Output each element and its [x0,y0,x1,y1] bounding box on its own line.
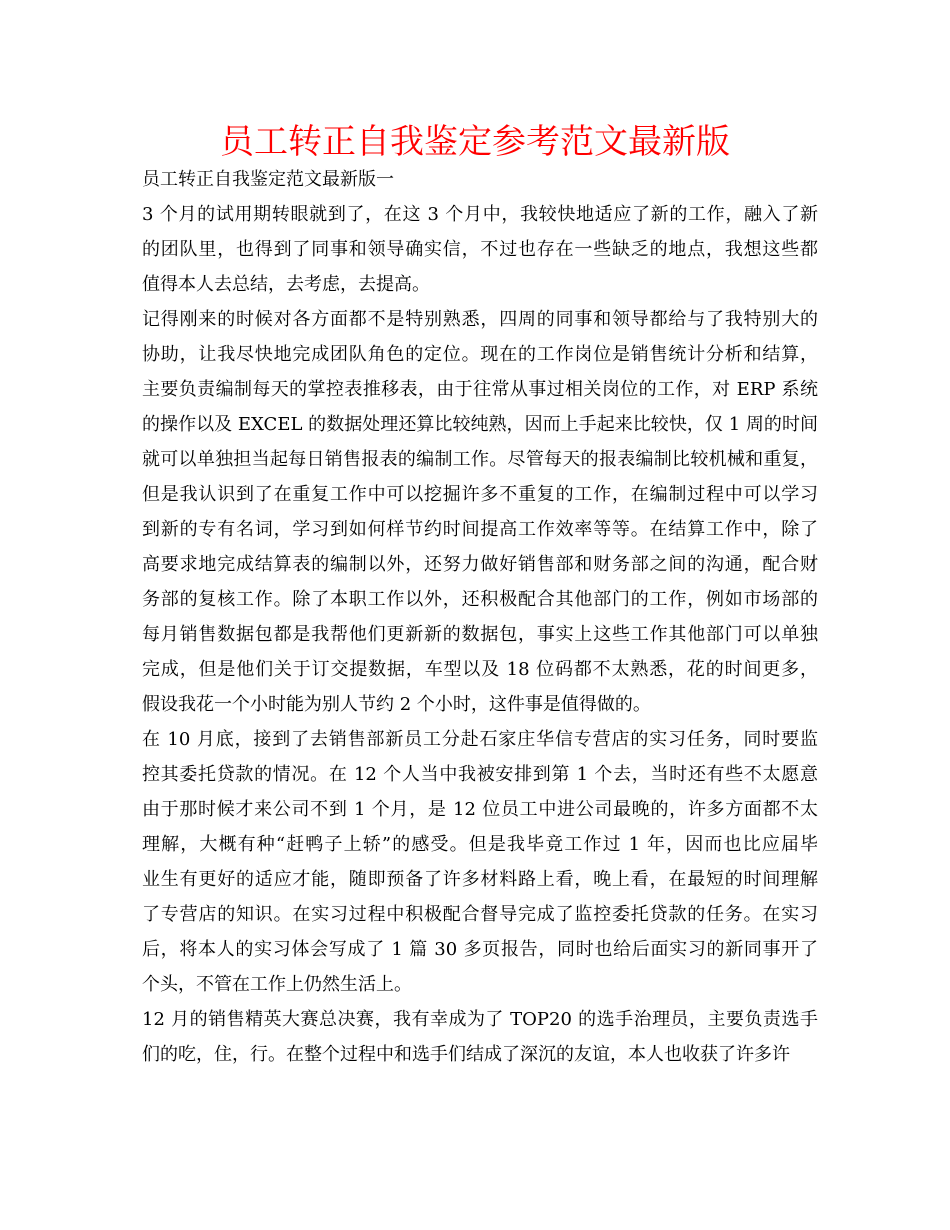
text-line: 的团队里，也得到了同事和领导确实信，不过也存在一些缺乏的地点，我想这些都 [142,239,818,260]
paragraph [142,722,818,1002]
text-line: 完成，但是他们关于订交提数据，车型以及 18 位码都不太熟悉，花的时间更多， [142,659,818,680]
text-line: 值得本人去总结，去考虑，去提高。 [142,274,430,295]
text-line: 务部的复核工作。除了本职工作以外，还积极配合其他部门的工作，例如市场部的 [142,589,818,610]
text-line: 由于那时候才来公司不到 1 个月，是 12 位员工中进公司最晚的，许多方面都不太 [142,799,818,820]
paragraph [142,1002,818,1072]
text-line: 的操作以及 EXCEL 的数据处理还算比较纯熟，因而上手起来比较快，仅 1 周的时间 [142,414,818,435]
text-line: 主要负责编制每天的掌控表推移表，由于往常从事过相关岗位的工作，对 ERP 系统 [142,379,818,400]
text-line: 到新的专有名词，学习到如何样节约时间提高工作效率等等。在结算工作中，除了 [142,519,818,540]
text-line: 在 10 月底，接到了去销售部新员工分赴石家庄华信专营店的实习任务，同时要监 [142,729,818,750]
text-line: 每月销售数据包都是我帮他们更新新的数据包，事实上这些工作其他部门可以单独 [142,624,818,645]
paragraph [142,197,818,302]
text-line: 员工转正自我鉴定范文最新版一 [142,169,394,190]
text-line: 了专营店的知识。在实习过程中积极配合督导完成了监控委托贷款的任务。在实习 [142,904,818,925]
text-line: 12 月的销售精英大赛总决赛，我有幸成为了 TOP20 的选手治理员，主要负责选手 [142,1009,818,1030]
text-line: 个头，不管在工作上仍然生活上。 [142,974,412,995]
text-line: 协助，让我尽快地完成团队角色的定位。现在的工作岗位是销售统计分析和结算， [142,344,818,365]
document-title: 员工转正自我鉴定参考范文最新版 [220,122,730,162]
text-line: 们的吃，住，行。在整个过程中和选手们结成了深沉的友谊，本人也收获了许多许 [142,1044,790,1065]
text-line: 就可以单独担当起每日销售报表的编制工作。尽管每天的报表编制比较机械和重复， [142,449,818,470]
text-line: 记得刚来的时候对各方面都不是特别熟悉，四周的同事和领导都给与了我特别大的 [142,309,818,330]
text-line: 高要求地完成结算表的编制以外，还努力做好销售部和财务部之间的沟通，配合财 [142,554,818,575]
text-line: 控其委托贷款的情况。在 12 个人当中我被安排到第 1 个去，当时还有些不太愿意 [142,764,818,785]
paragraph [142,162,818,197]
paragraph [142,302,818,722]
text-line: 3 个月的试用期转眼就到了，在这 3 个月中，我较快地适应了新的工作，融入了新 [142,204,818,225]
text-line: 理解，大概有种“赶鸭子上轿”的感受。但是我毕竟工作过 1 年，因而也比应届毕 [142,834,818,855]
text-line: 但是我认识到了在重复工作中可以挖掘许多不重复的工作，在编制过程中可以学习 [142,484,818,505]
text-line: 业生有更好的适应才能，随即预备了许多材料路上看，晚上看，在最短的时间理解 [142,869,818,890]
document-body [142,162,818,1072]
text-line: 后，将本人的实习体会写成了 1 篇 30 多页报告，同时也给后面实习的新同事开了 [142,939,818,960]
text-line: 假设我花一个小时能为别人节约 2 个小时，这件事是值得做的。 [142,694,651,715]
